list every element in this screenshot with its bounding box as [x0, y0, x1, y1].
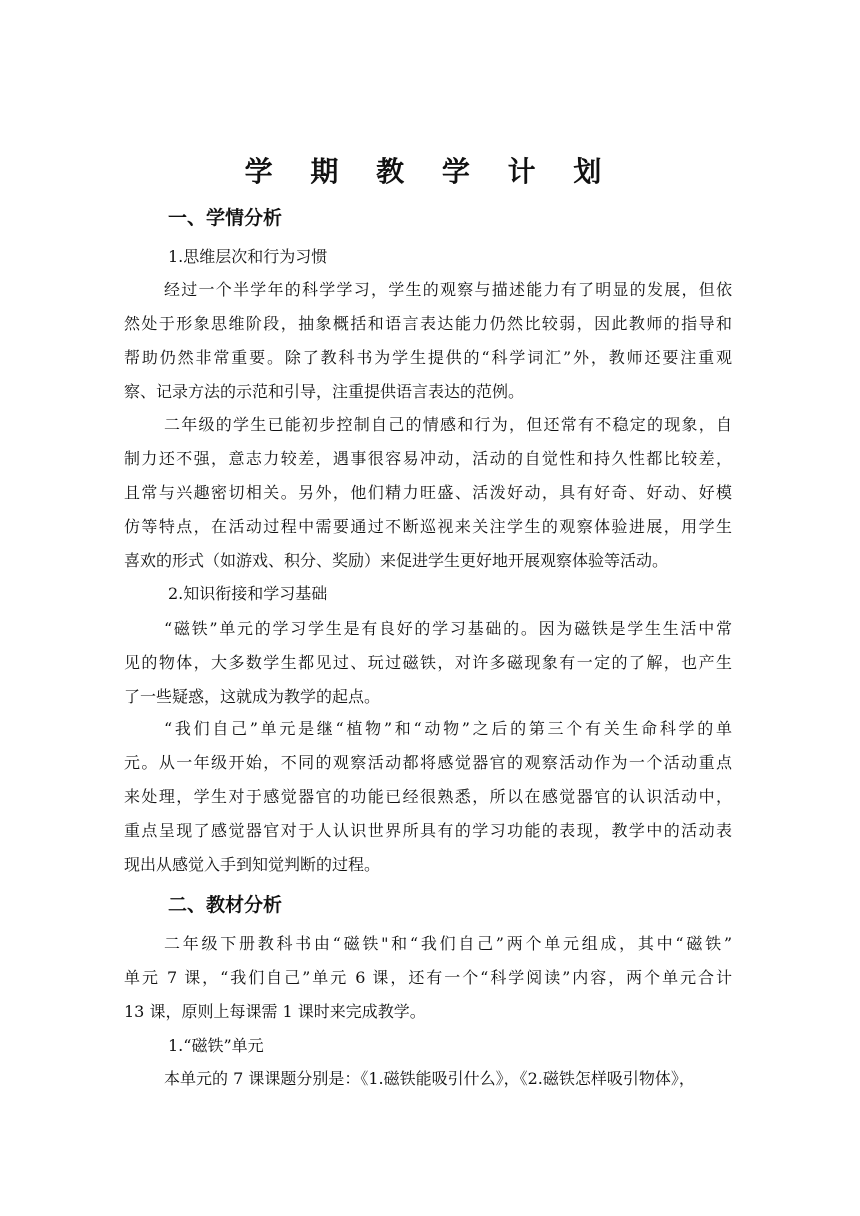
- text-line: 且常与兴趣密切相关。另外，他们精力旺盛、活泼好动，具有好奇、好动、好模: [124, 483, 732, 502]
- text-line: 二年级下册教科书由“磁铁"和“我们自己”两个单元组成，其中“磁铁”: [164, 934, 732, 953]
- text-line: 单元 7 课，“我们自己”单元 6 课，还有一个“科学阅读”内容，两个单元合计: [124, 968, 732, 987]
- text-line: 本单元的 7 课课题分别是：《1.磁铁能吸引什么》，《2.磁铁怎样吸引物体》，: [164, 1069, 695, 1088]
- page-title: 学 期 教 学 计 划: [244, 155, 616, 188]
- text-line: 制力还不强，意志力较差，遇事很容易冲动，活动的自觉性和持久性都比较差，: [124, 449, 732, 468]
- text-line: 13 课，原则上每课需 1 课时来完成教学。: [124, 1002, 426, 1021]
- section-heading-student-analysis: 一、学情分析: [168, 207, 283, 229]
- text-line: 重点呈现了感觉器官对于人认识世界所具有的学习功能的表现，教学中的活动表: [124, 821, 732, 840]
- text-line: 见的物体，大多数学生都见过、玩过磁铁，对许多磁现象有一定的了解，也产生: [124, 653, 732, 672]
- paragraph-behavior: [124, 408, 732, 578]
- subheading-magnet-unit: 1.“磁铁”单元: [168, 1036, 264, 1055]
- text-line: “我们自己”单元是继“植物”和“动物”之后的第三个有关生命科学的单: [164, 719, 732, 738]
- text-line: 现出从感觉入手到知觉判断的过程。: [124, 855, 381, 874]
- paragraph-magnet-foundation: [124, 612, 732, 714]
- subheading-thinking-habits: 1.思维层次和行为习惯: [168, 247, 328, 266]
- text-line: “磁铁”单元的学习学生是有良好的学习基础的。因为磁铁是学生生活中常: [164, 619, 732, 638]
- section-heading-textbook-analysis: 二、教材分析: [168, 894, 283, 916]
- text-line: 然处于形象思维阶段，抽象概括和语言表达能力仍然比较弱，因此教师的指导和: [124, 314, 732, 333]
- text-line: 了一些疑惑，这就成为教学的起点。: [124, 687, 381, 706]
- text-line: 察、记录方法的示范和引导，注重提供语言表达的范例。: [124, 382, 525, 401]
- paragraph-thinking: [124, 273, 732, 409]
- text-line: 元。从一年级开始，不同的观察活动都将感觉器官的观察活动作为一个活动重点: [124, 753, 732, 772]
- paragraph-magnet-lessons: [124, 1062, 732, 1096]
- subheading-knowledge-foundation: 2.知识衔接和学习基础: [168, 584, 328, 603]
- text-line: 帮助仍然非常重要。除了教科书为学生提供的“科学词汇”外，教师还要注重观: [124, 348, 732, 367]
- text-line: 喜欢的形式（如游戏、积分、奖励）来促进学生更好地开展观察体验等活动。: [124, 551, 669, 570]
- paragraph-ourselves-unit: [124, 712, 732, 882]
- text-line: 二年级的学生已能初步控制自己的情感和行为，但还常有不稳定的现象，自: [164, 415, 732, 434]
- text-line: 经过一个半学年的科学学习，学生的观察与描述能力有了明显的发展，但依: [164, 280, 732, 299]
- text-line: 仿等特点，在活动过程中需要通过不断巡视来关注学生的观察体验进展，用学生: [124, 517, 732, 536]
- paragraph-textbook-overview: [124, 927, 732, 1029]
- text-line: 来处理，学生对于感觉器官的功能已经很熟悉，所以在感觉器官的认识活动中，: [124, 787, 732, 806]
